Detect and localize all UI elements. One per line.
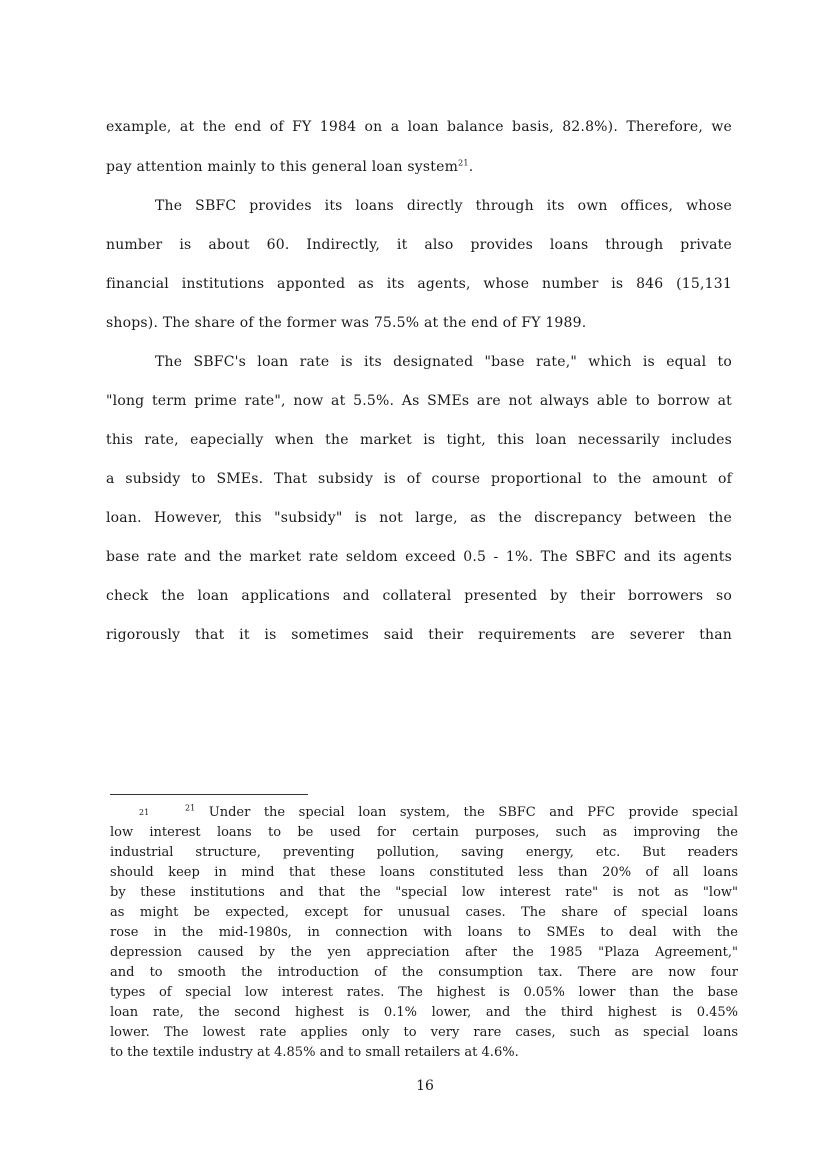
body-line: The SBFC's loan rate is its designated "base rate," which is equal to	[155, 354, 732, 370]
footnote-marker: 21	[139, 808, 150, 817]
body-line: number is about 60. Indirectly, it also provides loans through private	[106, 237, 732, 253]
body-line: rigorously that it is sometimes said their requirements are severer than	[106, 627, 732, 643]
body-line: this rate, eapecially when the market is tight, this loan necessarily includes	[106, 432, 732, 448]
footnote-line: to the textile industry at 4.85% and to small retailers at 4.6%.	[110, 1045, 519, 1060]
body-line: "long term prime rate", now at 5.5%. As SMEs are not always able to borrow at	[106, 393, 732, 409]
body-line: check the loan applications and collateral presented by their borrowers so	[106, 588, 732, 604]
footnote-line: and to smooth the introduction of the consumption tax. There are now four	[110, 965, 738, 980]
body-line-text: pay attention mainly to this general loan system	[106, 159, 459, 175]
footnote-line: as might be expected, except for unusual cases. The share of special loans	[110, 905, 738, 920]
body-line: base rate and the market rate seldom exceed 0.5 - 1%. The SBFC and its agents	[106, 549, 732, 565]
footnote-line: loan rate, the second highest is 0.1% lower, and the third highest is 0.45%	[110, 1005, 738, 1020]
footnote-line: should keep in mind that these loans constituted less than 20% of all loans	[110, 865, 738, 880]
body-line: loan. However, this "subsidy" is not large, as the discrepancy between the	[106, 510, 732, 526]
footnote-line: by these institutions and that the "special low interest rate" is not as "low"	[110, 885, 738, 900]
footnote-reference[interactable]: 21	[458, 158, 469, 168]
body-line: financial institutions apponted as its agents, whose number is 846 (15,131	[106, 276, 732, 292]
page-number: 16	[416, 1078, 434, 1094]
footnote-line: depression caused by the yen appreciation after the 1985 "Plaza Agreement,"	[110, 945, 738, 960]
footnote-line-text: Under the special loan system, the SBFC and PFC provide special	[208, 805, 738, 820]
body-line: a subsidy to SMEs. That subsidy is of course proportional to the amount of	[106, 471, 732, 487]
footnote-separator	[110, 794, 308, 795]
body-line-tail: .	[468, 159, 474, 175]
body-line: example, at the end of FY 1984 on a loan balance basis, 82.8%). Therefore, we	[106, 119, 732, 135]
footnote-lead-ref: 21	[185, 803, 196, 813]
footnote-line	[185, 804, 738, 821]
footnote-line: rose in the mid-1980s, in connection with loans to SMEs to deal with the	[110, 925, 738, 940]
footnote-line: low interest loans to be used for certain purposes, such as improving the	[110, 825, 738, 840]
body-line: shops). The share of the former was 75.5% at the end of FY 1989.	[106, 315, 587, 331]
footnote-line: industrial structure, preventing pollution, saving energy, etc. But readers	[110, 845, 738, 860]
footnote-line: types of special low interest rates. The highest is 0.05% lower than the base	[110, 985, 738, 1000]
body-line: The SBFC provides its loans directly through its own offices, whose	[155, 198, 732, 214]
body-line	[106, 158, 732, 176]
footnote-line: lower. The lowest rate applies only to very rare cases, such as special loans	[110, 1025, 738, 1040]
